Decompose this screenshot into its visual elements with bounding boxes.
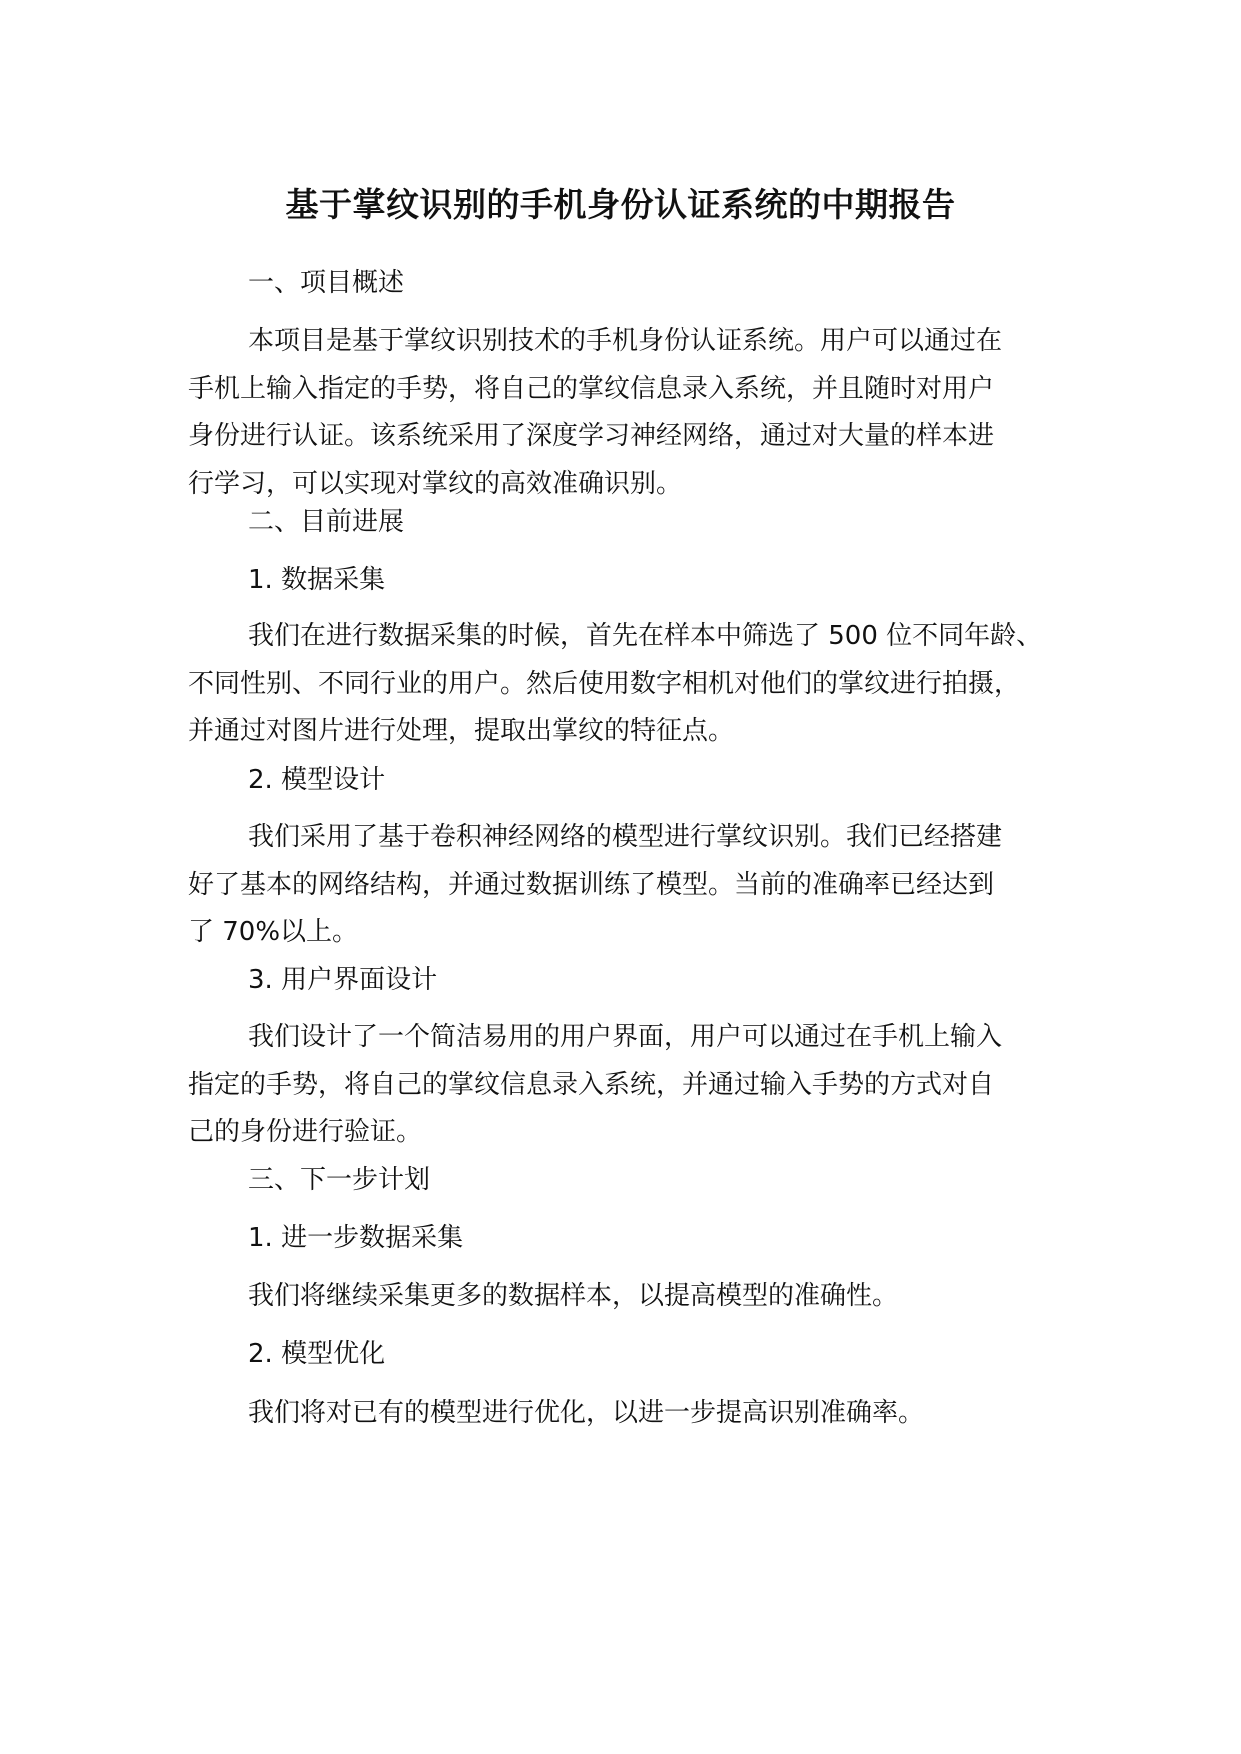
paragraph-line: 并通过对图片进行处理，提取出掌纹的特征点。	[188, 716, 735, 746]
paragraph-line: 我们采用了基于卷积神经网络的模型进行掌纹识别。我们已经搭建	[248, 822, 1003, 852]
paragraph-data-collection	[188, 613, 1083, 756]
paragraph-line: 我们设计了一个简洁易用的用户界面，用户可以通过在手机上输入	[248, 1022, 1003, 1052]
paragraph-line: 不同性别、不同行业的用户。然后使用数字相机对他们的掌纹进行拍摄，	[188, 668, 1021, 699]
subheading-ui-design: 3. 用户界面设计	[248, 965, 438, 995]
section-heading-progress: 二、目前进展	[248, 507, 405, 537]
paragraph-overview	[188, 318, 1083, 508]
paragraph-line: 指定的手势，将自己的掌纹信息录入系统，并通过输入手势的方式对自	[188, 1069, 995, 1100]
paragraph-line: 本项目是基于掌纹识别技术的手机身份认证系统。用户可以通过在	[248, 326, 1003, 356]
paragraph-model-design	[188, 814, 1083, 957]
paragraph-line: 好了基本的网络结构，并通过数据训练了模型。当前的准确率已经达到	[188, 869, 995, 900]
paragraph-line: 了 70%以上。	[188, 917, 359, 947]
paragraph-line: 行学习，可以实现对掌纹的高效准确识别。	[188, 468, 683, 499]
paragraph-ui-design	[188, 1014, 1083, 1157]
paragraph-line: 我们在进行数据采集的时候，首先在样本中筛选了 500 位不同年龄、	[248, 621, 1043, 651]
paragraph-model-optimization: 我们将对已有的模型进行优化，以进一步提高识别准确率。	[248, 1398, 925, 1428]
document-title: 基于掌纹识别的手机身份认证系统的中期报告	[285, 185, 956, 224]
paragraph-line: 身份进行认证。该系统采用了深度学习神经网络，通过对大量的样本进	[188, 421, 995, 451]
subheading-model-optimization: 2. 模型优化	[248, 1339, 386, 1369]
paragraph-line: 己的身份进行验证。	[188, 1117, 423, 1147]
paragraph-further-collection: 我们将继续采集更多的数据样本，以提高模型的准确性。	[248, 1281, 899, 1311]
subheading-data-collection: 1. 数据采集	[248, 565, 386, 595]
subheading-further-collection: 1. 进一步数据采集	[248, 1223, 464, 1253]
paragraph-line: 手机上输入指定的手势，将自己的掌纹信息录入系统，并且随时对用户	[188, 373, 995, 404]
section-heading-next-steps: 三、下一步计划	[248, 1165, 431, 1195]
section-heading-overview: 一、项目概述	[248, 268, 405, 298]
subheading-model-design: 2. 模型设计	[248, 765, 386, 795]
